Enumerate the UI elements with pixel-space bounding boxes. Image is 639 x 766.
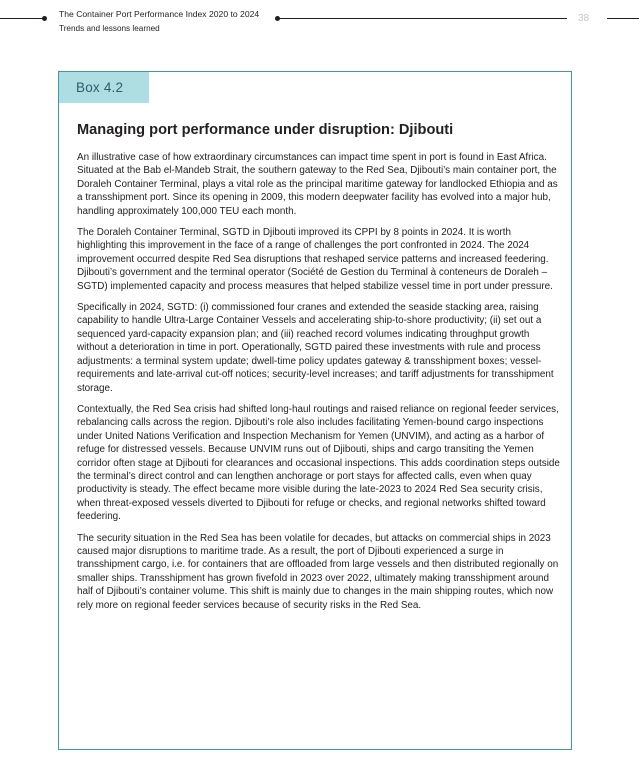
page-number: 38 xyxy=(578,13,590,24)
paragraph-3: Specifically in 2024, SGTD: (i) commissioned four cranes and extended the seaside stacking area, raising capability to handle Ultra-Large Container Vessels and accelerating ship-to-shore productivity; (ii) set out a sequenced yard-capacity expansion plan; and (iii) reached record volumes indicating throughput growth without a deterioration in time in port. Operationally, SGTD paired these investments with rule and process adjustments: a terminal system update; dwell-time policy updates gateway & transshipment boxes; vessel-requirements and late-arrival cut-off notices; security-level increases; and tariff adjustments for transshipment storage. xyxy=(77,302,554,394)
running-header-title: The Container Port Performance Index 2020 to 2024 xyxy=(59,9,260,19)
box-label-tab xyxy=(59,72,149,103)
header-rule-left xyxy=(0,18,44,19)
case-study-box xyxy=(58,71,572,750)
box-label: Box 4.2 xyxy=(76,80,124,95)
paragraph-5: The security situation in the Red Sea has been volatile for decades, but attacks on commercial ships in 2023 caused major disruptions to maritime trade. As a result, the port of Djibouti experienced a surge in transshipment cargo, i.e. for containers that are offloaded from large vessels and then distributed regionally on smaller ships. Transshipment has grown fivefold in 2023 over 2022, ultimately making transshipment around half of Djibouti’s container volume. This shift is mainly due to changes in the main shipping routes, which now rely more on regional feeder services because of security risks in the Red Sea. xyxy=(77,532,559,611)
paragraph-1: An illustrative case of how extraordinary circumstances can impact time spent in port is found in East Africa. Situated at the Bab el-Mandeb Strait, the southern gateway to the Red Sea, Djibouti’s main container port, the Doraleh Container Terminal, plays a vital role as the principal maritime gateway for landlocked Ethiopia and as a transshipment port. Since its opening in 2009, this modern deepwater facility has evolved into a major hub, handling approximately 100,000 TEU each month. xyxy=(77,152,558,217)
header-rule-right xyxy=(277,18,567,19)
header-rule-dot-left xyxy=(42,16,47,21)
running-header-subtitle: Trends and lessons learned xyxy=(59,24,160,33)
box-body xyxy=(77,151,561,620)
paragraph-2: The Doraleh Container Terminal, SGTD in Djibouti improved its CPPI by 8 points in 2024. It is worth highlighting this improvement in the face of a range of challenges the port confronted in 2024. The 2024 improvement occurred despite Red Sea disruptions that reshaped service patterns and increased feedering. Djibouti’s government and the terminal operator (Société de Gestion du Terminal à conteneurs de Doraleh – SGTD) implemented capacity and process measures that helped stabilize vessel time in port under pressure. xyxy=(77,227,553,292)
header-rule-far-right xyxy=(607,18,639,19)
paragraph-4: Contextually, the Red Sea crisis had shifted long-haul routings and raised reliance on regional feeder services, rebalancing calls across the region. Djibouti’s role also includes facilitating Yemen-bound cargo inspections under United Nations Verification and Inspection Mechanism for Yemen (UNVIM), and acting as a harbor of refuge for distressed vessels. Because UNVIM runs out of Djibouti, ships and cargo transiting the Yemen corridor often stage at Djibouti for clearances and occasional inspections. This adds coordination steps outside the terminal’s direct control and can lengthen anchorage or port stays for affected calls, even when quay productivity is steady. The effect became more visible during the late-2023 to 2024 Red Sea security crisis, when threat-exposed vessels diverted to Djibouti for refuge or checks, and regional networks shifted toward feedering. xyxy=(77,403,560,523)
box-title: Managing port performance under disruption: Djibouti xyxy=(77,122,454,138)
